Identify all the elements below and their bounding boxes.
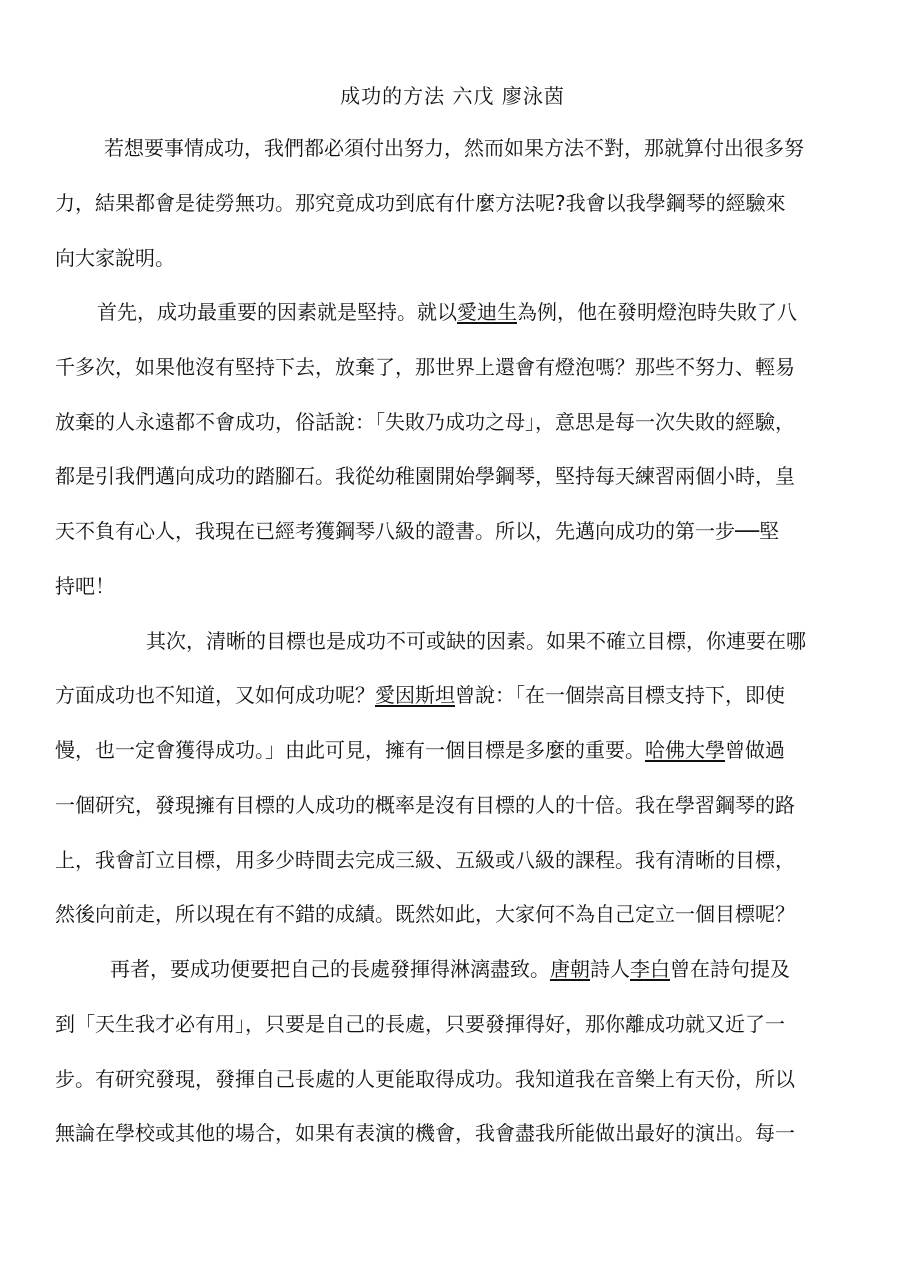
paragraph-2-line-2: 千多次，如果他沒有堅持下去，放棄了，那世界上還會有燈泡嗎？那些不努力、輕易 <box>55 355 795 379</box>
text: 詩人 <box>590 957 630 981</box>
text: 曾說：「在一個崇高目標支持下，即使 <box>455 683 785 707</box>
paragraph-2-line-1 <box>97 298 797 326</box>
text: 為例，他在發明燈泡時失敗了八 <box>517 300 797 324</box>
document-title: 成功的方法 六戊 廖泳茵 <box>340 84 565 108</box>
paragraph-2-line-6: 持吧！ <box>55 574 115 598</box>
paragraph-4-line-2: 到「天生我才必有用」，只要是自己的長處，只要發揮得好，那你離成功就又近了一 <box>55 1012 785 1036</box>
paragraph-1-line-3: 向大家說明。 <box>55 246 175 270</box>
paragraph-3-line-6: 然後向前走，所以現在有不錯的成績。既然如此，大家何不為自己定立一個目標呢？ <box>55 902 795 926</box>
paragraph-1-line-2: 力，結果都會是徒勞無功。那究竟成功到底有什麼方法呢?我會以我學鋼琴的經驗來 <box>55 191 786 215</box>
name-li-bai: 李白 <box>630 957 670 981</box>
paragraph-4-line-4: 無論在學校或其他的場合，如果有表演的機會，我會盡我所能做出最好的演出。每一 <box>55 1121 795 1145</box>
paragraph-3-line-4: 一個研究，發現擁有目標的人成功的概率是沒有目標的人的十倍。我在學習鋼琴的路 <box>55 793 795 817</box>
text: 再者，要成功便要把自己的長處發揮得淋漓盡致。 <box>110 957 550 981</box>
paragraph-4-line-1 <box>110 955 790 983</box>
text: 曾做過 <box>725 738 785 762</box>
text: 曾在詩句提及 <box>670 957 790 981</box>
paragraph-2-line-3: 放棄的人永遠都不會成功，俗話說：「失敗乃成功之母」，意思是每一次失敗的經驗， <box>55 410 795 434</box>
paragraph-2-line-5: 天不負有心人，我現在已經考獲鋼琴八級的證書。所以，先邁向成功的第一步──堅 <box>55 519 780 543</box>
name-einstein: 愛因斯坦 <box>375 683 455 707</box>
paragraph-3-line-5: 上，我會訂立目標，用多少時間去完成三級、五級或八級的課程。我有清晰的目標， <box>55 848 795 872</box>
name-tang-dynasty: 唐朝 <box>550 957 590 981</box>
paragraph-1-line-1: 若想要事情成功，我們都必須付出努力，然而如果方法不對，那就算付出很多努 <box>104 136 804 160</box>
paragraph-3-line-3 <box>55 736 785 764</box>
text: 慢，也一定會獲得成功。」由此可見，擁有一個目標是多麼的重要。 <box>55 738 645 762</box>
paragraph-3-line-2 <box>55 681 785 709</box>
name-harvard: 哈佛大學 <box>645 738 725 762</box>
paragraph-2-line-4: 都是引我們邁向成功的踏腳石。我從幼稚園開始學鋼琴，堅持每天練習兩個小時，皇 <box>55 464 795 488</box>
text: 方面成功也不知道，又如何成功呢？ <box>55 683 375 707</box>
text: 首先，成功最重要的因素就是堅持。就以 <box>97 300 457 324</box>
name-edison: 愛迪生 <box>457 300 517 324</box>
paragraph-3-line-1: 其次，清晰的目標也是成功不可或缺的因素。如果不確立目標，你連要在哪 <box>146 629 806 653</box>
paragraph-4-line-3: 步。有研究發現，發揮自己長處的人更能取得成功。我知道我在音樂上有天份，所以 <box>55 1067 795 1091</box>
